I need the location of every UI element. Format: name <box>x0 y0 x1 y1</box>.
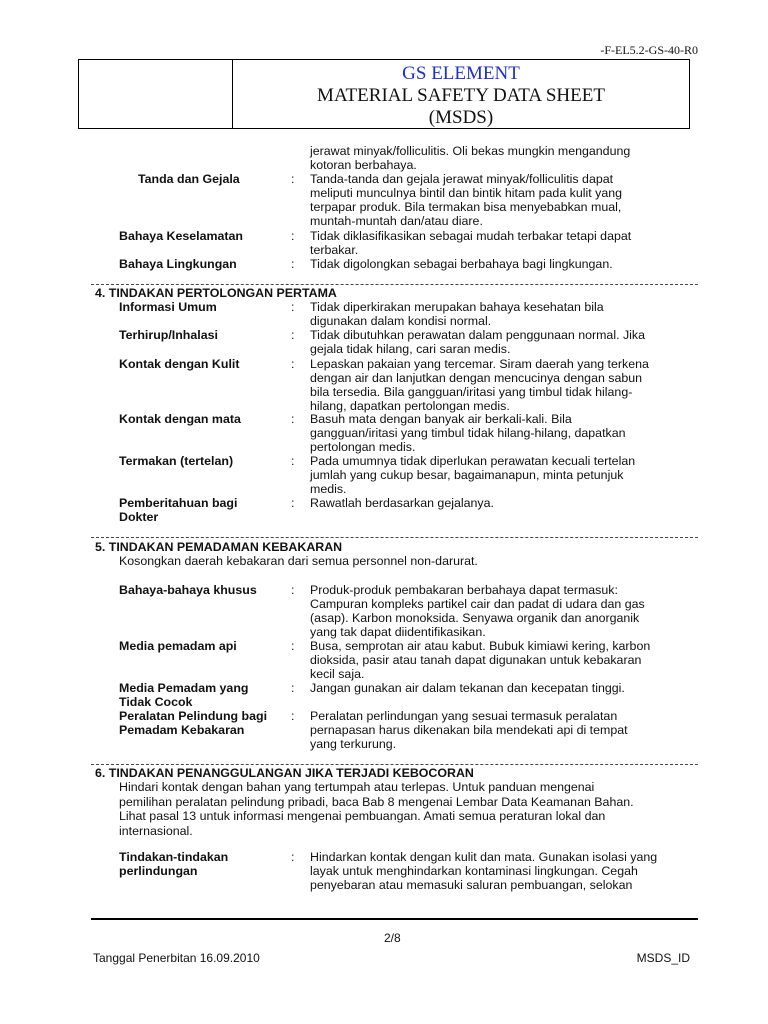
fire-label: Bahaya-bahaya khusus <box>119 583 257 597</box>
fire-label: Peralatan Pelindung bagi Pemadam Kebakaran <box>119 709 268 737</box>
footer-rule <box>91 918 698 920</box>
hazard-value: Tanda-tanda dan gejala jerawat minyak/folliculitis dapat meliputi munculnya bintil dan bintik hitam pada kulit yang terpapar produk. Bila termakan bisa menyebabkan mual, muntah-muntah dan/atau diare. <box>310 172 623 228</box>
section-4-heading: 4. TINDAKAN PERTOLONGAN PERTAMA <box>95 286 337 300</box>
first-aid-label: Pemberitahuan bagi Dokter <box>119 496 238 524</box>
colon: : <box>291 257 295 271</box>
hazard-label: Bahaya Keselamatan <box>119 229 243 243</box>
sheet-abbreviation: (MSDS) <box>428 107 494 128</box>
colon: : <box>291 454 295 468</box>
fire-value: Busa, semprotan air atau kabut. Bubuk kimiawi kering, karbon dioksida, pasir atau tanah dapat digunakan untuk kebakaran kecil saja. <box>310 639 651 681</box>
fire-value: Jangan gunakan air dalam tekanan dan kecepatan tinggi. <box>310 681 625 695</box>
section-6-intro: Hindari kontak dengan bahan yang tertumpah atau terlepas. Untuk panduan mengenai pemilihan peralatan pelindung pribadi, baca Bab 8 mengenai Lembar Data Keamanan Bahan. Lihat pasal 13 untuk informasi mengenai pembuangan. Amati semua peraturan lokal dan internasional. <box>119 780 634 838</box>
first-aid-value: Pada umumnya tidak diperlukan perawatan kecuali tertelan jumlah yang cukup besar, bagaimanapun, minta petunjuk medis. <box>310 454 636 496</box>
header-box <box>78 59 690 129</box>
hazard-value: Tidak digolongkan sebagai berbahaya bagi lingkungan. <box>310 257 613 271</box>
colon: : <box>291 681 295 695</box>
colon: : <box>291 639 295 653</box>
hazard-value: Tidak diklasifikasikan sebagai mudah terbakar tetapi dapat terbakar. <box>310 229 632 257</box>
first-aid-value: Tidak diperkirakan merupakan bahaya kesehatan bila digunakan dalam kondisi normal. <box>310 300 604 328</box>
document-id: MSDS_ID <box>636 951 690 965</box>
fire-label: Media pemadam api <box>119 639 237 653</box>
issue-date: Tanggal Penerbitan 16.09.2010 <box>93 951 260 965</box>
colon: : <box>291 583 295 597</box>
first-aid-value: Lepaskan pakaian yang tercemar. Siram daerah yang terkena dengan air dan lanjutkan dengan mencucinya dengan sabun bila tersedia. Bila gangguan/iritasi yang timbul tidak hilang- hilang, dapatkan pertolongan medis. <box>310 357 649 413</box>
spill-label: Tindakan-tindakan perlindungan <box>119 850 229 878</box>
first-aid-value: Basuh mata dengan banyak air berkali-kali. Bila gangguan/iritasi yang timbul tidak hilang-hilang, dapatkan pertolongan medis. <box>310 412 626 454</box>
section-divider <box>91 537 698 538</box>
section-5-heading: 5. TINDAKAN PEMADAMAN KEBAKARAN <box>95 540 343 554</box>
first-aid-label: Kontak dengan Kulit <box>119 357 240 371</box>
sheet-title: MATERIAL SAFETY DATA SHEET <box>317 85 605 106</box>
page-number: 2/8 <box>384 931 401 945</box>
first-aid-value: Tidak dibutuhkan perawatan dalam penggunaan normal. Jika gejala tidak hilang, cari saran medis. <box>310 328 645 356</box>
first-aid-label: Kontak dengan mata <box>119 412 241 426</box>
spill-value: Hindarkan kontak dengan kulit dan mata. Gunakan isolasi yang layak untuk menghindarkan kontaminasi lingkungan. Cegah penyebaran atau memasuki saluran pembuangan, selokan <box>310 850 658 892</box>
first-aid-label: Terhirup/Inhalasi <box>119 328 218 342</box>
colon: : <box>291 709 295 723</box>
colon: : <box>291 328 295 342</box>
colon: : <box>291 357 295 371</box>
fire-value: Peralatan perlindungan yang sesuai termasuk peralatan pernapasan harus dikenakan bila mendekati api di tempat yang terkurung. <box>310 709 628 751</box>
colon: : <box>291 412 295 426</box>
fire-value: Produk-produk pembakaran berbahaya dapat termasuk: Campuran kompleks partikel cair dan padat di udara dan gas (asap). Karbon monoksida. Senyawa organik dan anorganik yang tak dapat diidentifikasikan. <box>310 583 645 639</box>
first-aid-value: Rawatlah berdasarkan gejalanya. <box>310 496 494 510</box>
company-name: GS ELEMENT <box>402 63 520 84</box>
first-aid-label: Termakan (tertelan) <box>119 454 234 468</box>
colon: : <box>291 496 295 510</box>
colon: : <box>291 229 295 243</box>
fire-label: Media Pemadam yang Tidak Cocok <box>119 681 249 709</box>
continuation-text: jerawat minyak/folliculitis. Oli bekas mungkin mengandung kotoran berbahaya. <box>310 144 631 172</box>
section-5-intro: Kosongkan daerah kebakaran dari semua personnel non-darurat. <box>119 554 478 568</box>
colon: : <box>291 172 295 186</box>
section-6-heading: 6. TINDAKAN PENANGGULANGAN JIKA TERJADI KEBOCORAN <box>95 766 474 780</box>
section-divider <box>91 284 698 285</box>
section-divider <box>91 764 698 765</box>
first-aid-label: Informasi Umum <box>119 300 217 314</box>
header-titles <box>233 63 689 129</box>
document-code: -F-EL5.2-GS-40-R0 <box>600 43 698 57</box>
hazard-label: Bahaya Lingkungan <box>119 257 237 271</box>
hazard-label: Tanda dan Gejala <box>138 172 240 186</box>
colon: : <box>291 850 295 864</box>
colon: : <box>291 300 295 314</box>
